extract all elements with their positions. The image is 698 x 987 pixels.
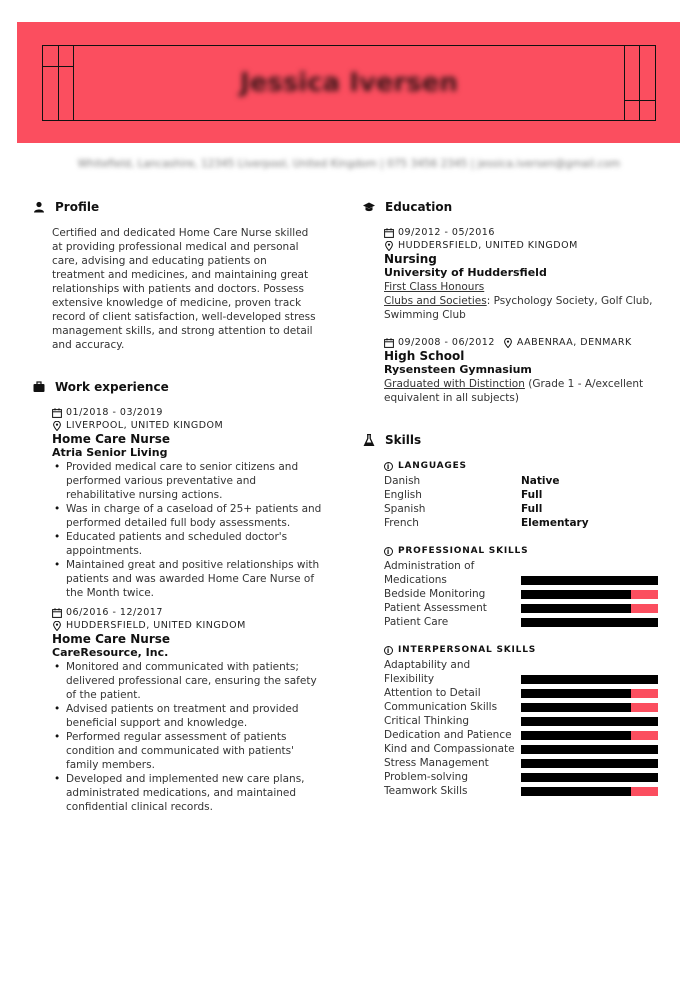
skill-name: Adaptability and Flexibility	[384, 659, 471, 685]
skill-bar	[521, 689, 658, 698]
skill-name: Kind and Compassionate	[384, 743, 515, 755]
skill-bar-remainder	[631, 590, 658, 599]
skill-row	[384, 601, 662, 615]
edu-dates: 09/2012 - 05/2016	[384, 226, 662, 239]
profile-text: Certified and dedicated Home Care Nurse skilled at providing professional medical and personal care, advising and educating patients on treatment and medicines, and maintaining great relationships with patients and doctors. Possess extensive knowledge of medicine, proven track record of client satisfaction, well-developed stress management skills, and strong attention to detail and accuracy.	[52, 227, 316, 351]
education-heading: Education	[362, 200, 662, 214]
info-icon: i	[384, 462, 393, 471]
language-row	[384, 516, 662, 530]
candidate-name: Jessica Iversen	[240, 68, 458, 98]
list-item: • Provided medical care to senior citizens and performed various preventative and rehabilitative nursing actions.	[66, 460, 322, 502]
skill-bar	[521, 745, 658, 754]
skill-row	[384, 756, 662, 770]
calendar-icon	[52, 408, 62, 418]
skill-bar-remainder	[631, 787, 658, 796]
skill-name: Dedication and Patience	[384, 729, 512, 741]
list-item: • Developed and implemented new care plans, administrated medications, and maintained confidential clinical records.	[66, 772, 322, 814]
flask-icon	[362, 433, 376, 447]
location-pin-icon	[503, 338, 513, 348]
education-entry	[384, 336, 662, 405]
job-title: Home Care Nurse	[52, 632, 171, 646]
interpersonal-skills-list	[384, 658, 662, 798]
calendar-icon	[384, 338, 394, 348]
skill-name: Patient Assessment	[384, 602, 487, 614]
language-level: Native	[521, 475, 560, 487]
language-row	[384, 502, 662, 516]
skill-row	[384, 728, 662, 742]
work-heading: Work experience	[32, 380, 322, 394]
honours-link: First Class Honours	[384, 281, 485, 293]
skill-name: Bedside Monitoring	[384, 588, 486, 600]
job-entry	[52, 606, 322, 814]
honours: Graduated with Distinction (Grade 1 - A/excellent equivalent in all subjects)	[384, 378, 644, 404]
skill-row	[384, 587, 662, 601]
languages-heading: i LANGUAGES	[384, 459, 662, 473]
skill-bar	[521, 731, 658, 740]
language-level: Elementary	[521, 517, 589, 529]
job-bullets	[52, 660, 322, 814]
skill-bar	[521, 604, 658, 613]
skill-row	[384, 770, 662, 784]
job-location: HUDDERSFIELD, UNITED KINGDOM	[52, 619, 322, 632]
degree: Nursing	[384, 252, 437, 266]
skill-row	[384, 700, 662, 714]
info-icon: i	[384, 547, 393, 556]
school-name: University of Huddersfield	[384, 266, 547, 279]
skill-name: Teamwork Skills	[384, 785, 468, 797]
person-icon	[32, 200, 46, 214]
honours-link: Graduated with Distinction	[384, 378, 525, 390]
info-icon: i	[384, 646, 393, 655]
job-entry	[52, 406, 322, 600]
list-item: • Monitored and communicated with patients; delivered professional care, ensuring the safety of the patient.	[66, 660, 322, 702]
skill-bar	[521, 576, 658, 585]
skill-bar	[521, 759, 658, 768]
calendar-icon	[52, 608, 62, 618]
skill-bar-remainder	[631, 731, 658, 740]
list-item: • Educated patients and scheduled doctor's appointments.	[66, 530, 322, 558]
school-name: Rysensteen Gymnasium	[384, 363, 532, 376]
skill-bar	[521, 590, 658, 599]
job-dates: 06/2016 - 12/2017	[52, 606, 322, 619]
clubs-link: Clubs and Societies	[384, 295, 487, 307]
education-list	[384, 226, 662, 405]
clubs: Clubs and Societies: Psychology Society, Golf Club, Swimming Club	[384, 295, 653, 321]
language-name: French	[384, 517, 419, 529]
language-name: Danish	[384, 475, 421, 487]
languages-list	[384, 474, 662, 530]
skills-heading: Skills	[362, 433, 662, 447]
language-name: Spanish	[384, 503, 426, 515]
calendar-icon	[384, 228, 394, 238]
skill-name: Problem-solving	[384, 771, 468, 783]
skill-bar	[521, 773, 658, 782]
language-level: Full	[521, 489, 543, 501]
language-name: English	[384, 489, 422, 501]
list-item: • Maintained great and positive relationships with patients and was awarded Home Care Nurse of the Month twice.	[66, 558, 322, 600]
professional-skills-list	[384, 559, 662, 629]
contact-line: Whitefield, Lancashire, 12345 Liverpool, United Kingdom | 075 3456 2345 | jessica.iversen@gmail.com	[77, 158, 621, 170]
list-item: • Was in charge of a caseload of 25+ patients and performed detailed full body assessments.	[66, 502, 322, 530]
job-dates: 01/2018 - 03/2019	[52, 406, 322, 419]
list-item: • Performed regular assessment of patients condition and communicated with patients' family members.	[66, 730, 322, 772]
graduation-cap-icon	[362, 200, 376, 214]
degree: High School	[384, 349, 465, 363]
language-level: Full	[521, 503, 543, 515]
edu-location: HUDDERSFIELD, UNITED KINGDOM	[384, 239, 662, 252]
location-pin-icon	[52, 421, 62, 431]
skill-bar-remainder	[631, 689, 658, 698]
skill-name: Stress Management	[384, 757, 489, 769]
job-location: LIVERPOOL, UNITED KINGDOM	[52, 419, 322, 432]
list-item: • Advised patients on treatment and provided beneficial support and knowledge.	[66, 702, 322, 730]
skill-row	[384, 784, 662, 798]
skill-bar-remainder	[631, 703, 658, 712]
honours	[384, 280, 662, 294]
skill-bar	[521, 703, 658, 712]
company-name: CareResource, Inc.	[52, 646, 169, 659]
skill-row	[384, 714, 662, 728]
skill-name: Patient Care	[384, 616, 449, 628]
job-title: Home Care Nurse	[52, 432, 171, 446]
skill-bar	[521, 717, 658, 726]
location-pin-icon	[52, 621, 62, 631]
skill-row	[384, 742, 662, 756]
skill-name: Communication Skills	[384, 701, 498, 713]
skill-row	[384, 615, 662, 629]
skill-bar	[521, 618, 658, 627]
skill-row	[384, 658, 662, 686]
skill-bar-remainder	[631, 604, 658, 613]
skill-bar	[521, 675, 658, 684]
company-name: Atria Senior Living	[52, 446, 168, 459]
language-row	[384, 474, 662, 488]
work-list	[52, 406, 322, 814]
profile-heading: Profile	[32, 200, 322, 214]
education-entry	[384, 226, 662, 322]
location-pin-icon	[384, 241, 394, 251]
skill-name: Administration of Medications	[384, 560, 475, 586]
skill-bar	[521, 787, 658, 796]
skill-name: Attention to Detail	[384, 687, 481, 699]
briefcase-icon	[32, 380, 46, 394]
job-bullets	[52, 460, 322, 600]
edu-dates-location: 09/2008 - 06/2012 AABENRAA, DENMARK	[384, 336, 662, 349]
skill-row	[384, 559, 662, 587]
skill-name: Critical Thinking	[384, 715, 470, 727]
interpersonal-skills-heading: i INTERPERSONAL SKILLS	[384, 643, 662, 657]
language-row	[384, 488, 662, 502]
skill-row	[384, 686, 662, 700]
professional-skills-heading: i PROFESSIONAL SKILLS	[384, 544, 662, 558]
